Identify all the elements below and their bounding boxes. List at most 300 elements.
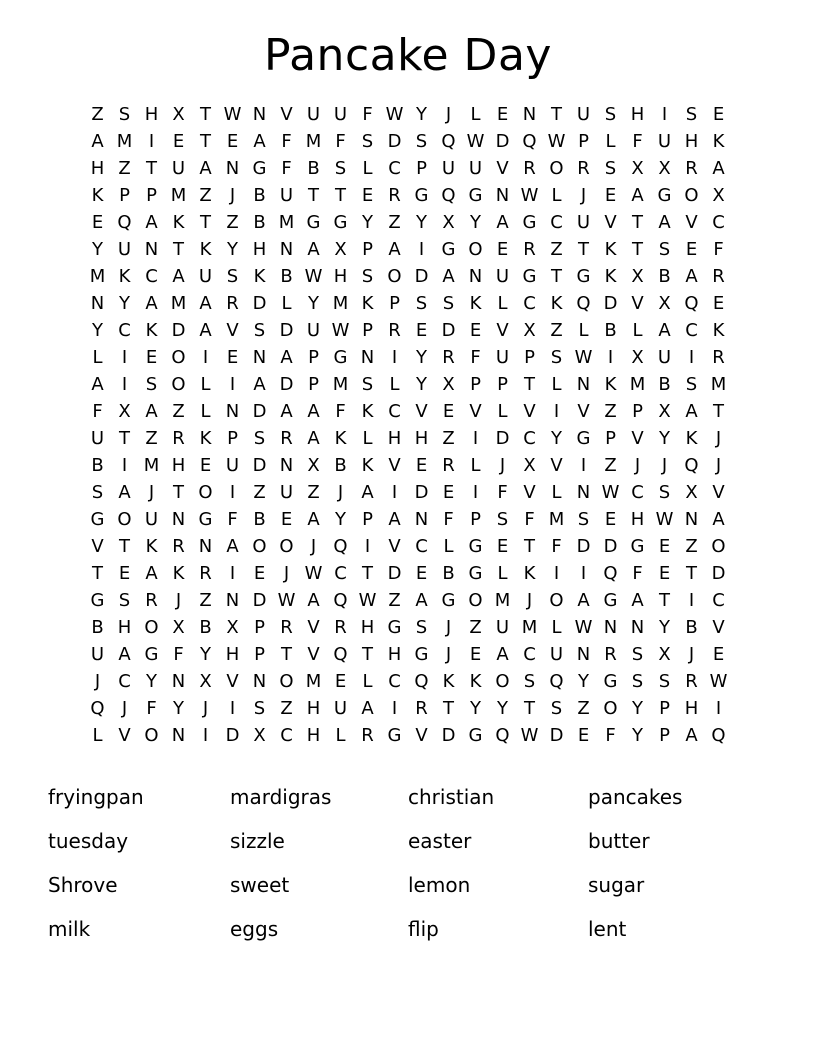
- grid-cell: O: [684, 184, 699, 206]
- grid-cell: L: [605, 130, 616, 152]
- grid-cell: R: [712, 346, 725, 368]
- grid-cell: W: [358, 589, 377, 611]
- grid-cell: T: [281, 643, 292, 665]
- grid-cell: H: [387, 427, 402, 449]
- grid-cell: H: [684, 697, 699, 719]
- grid-cell: N: [225, 400, 240, 422]
- grid-cell: Z: [604, 400, 617, 422]
- grid-cell: V: [550, 454, 563, 476]
- word-search-grid: [84, 101, 732, 749]
- grid-cell: F: [632, 562, 643, 584]
- grid-cell: K: [199, 427, 212, 449]
- grid-cell: P: [659, 724, 670, 746]
- grid-cell: V: [388, 454, 401, 476]
- grid-cell: A: [361, 697, 374, 719]
- grid-cell: Q: [333, 589, 348, 611]
- grid-cell: S: [145, 373, 158, 395]
- grid-cell: E: [118, 562, 131, 584]
- grid-cell: I: [229, 373, 236, 395]
- grid-cell: L: [200, 373, 211, 395]
- grid-cell: T: [443, 697, 454, 719]
- grid-cell: K: [712, 319, 725, 341]
- grid-cell: B: [658, 373, 671, 395]
- grid-cell: E: [496, 535, 509, 557]
- grid-cell: M: [332, 373, 349, 395]
- grid-cell: P: [578, 130, 589, 152]
- grid-cell: H: [414, 427, 429, 449]
- grid-cell: V: [415, 724, 428, 746]
- grid-cell: I: [607, 346, 614, 368]
- grid-cell: N: [360, 346, 375, 368]
- grid-cell: X: [172, 616, 185, 638]
- grid-cell: S: [361, 265, 374, 287]
- grid-cell: C: [334, 562, 347, 584]
- grid-cell: U: [117, 238, 132, 260]
- grid-cell: N: [279, 454, 294, 476]
- grid-cell: L: [92, 346, 103, 368]
- word-list-item: Shrove: [48, 873, 118, 898]
- grid-cell: F: [335, 130, 346, 152]
- grid-cell: S: [658, 481, 671, 503]
- grid-cell: O: [549, 589, 564, 611]
- grid-cell: N: [495, 184, 510, 206]
- grid-cell: P: [308, 346, 319, 368]
- grid-cell: G: [468, 724, 483, 746]
- grid-cell: U: [495, 265, 510, 287]
- grid-cell: I: [148, 130, 155, 152]
- grid-cell: X: [523, 319, 536, 341]
- grid-cell: O: [387, 265, 402, 287]
- word-list-item: mardigras: [230, 785, 332, 810]
- grid-cell: Z: [685, 535, 698, 557]
- grid-cell: U: [549, 643, 564, 665]
- grid-cell: W: [547, 130, 566, 152]
- grid-cell: A: [91, 373, 104, 395]
- grid-cell: X: [658, 157, 671, 179]
- grid-cell: K: [604, 265, 617, 287]
- grid-cell: B: [253, 211, 266, 233]
- grid-cell: F: [335, 400, 346, 422]
- grid-cell: P: [632, 400, 643, 422]
- word-list-item: flip: [408, 917, 439, 942]
- grid-cell: G: [90, 589, 105, 611]
- grid-cell: D: [603, 535, 618, 557]
- grid-cell: S: [496, 508, 509, 530]
- grid-cell: J: [445, 103, 452, 125]
- grid-cell: K: [469, 670, 482, 692]
- grid-cell: B: [91, 616, 104, 638]
- grid-cell: X: [118, 400, 131, 422]
- grid-cell: E: [469, 319, 482, 341]
- grid-cell: G: [468, 562, 483, 584]
- grid-cell: T: [659, 589, 670, 611]
- grid-cell: I: [229, 562, 236, 584]
- grid-cell: V: [523, 481, 536, 503]
- grid-cell: S: [442, 292, 455, 314]
- grid-cell: L: [362, 670, 373, 692]
- grid-cell: Y: [497, 697, 508, 719]
- grid-cell: S: [658, 670, 671, 692]
- word-list: [48, 775, 816, 951]
- grid-cell: S: [118, 589, 131, 611]
- grid-cell: Y: [416, 346, 427, 368]
- grid-cell: P: [416, 157, 427, 179]
- grid-cell: R: [685, 157, 698, 179]
- grid-cell: A: [658, 319, 671, 341]
- grid-cell: R: [388, 184, 401, 206]
- grid-cell: F: [470, 346, 481, 368]
- grid-cell: K: [145, 319, 158, 341]
- grid-cell: J: [283, 562, 290, 584]
- grid-cell: Z: [280, 697, 293, 719]
- grid-cell: K: [361, 454, 374, 476]
- grid-cell: M: [629, 373, 646, 395]
- grid-cell: L: [470, 454, 481, 476]
- grid-cell: T: [551, 265, 562, 287]
- grid-cell: M: [710, 373, 727, 395]
- grid-cell: G: [387, 724, 402, 746]
- grid-cell: B: [253, 184, 266, 206]
- grid-cell: L: [551, 184, 562, 206]
- grid-cell: M: [143, 454, 160, 476]
- grid-cell: M: [494, 589, 511, 611]
- grid-cell: Q: [495, 724, 510, 746]
- grid-cell: L: [281, 292, 292, 314]
- grid-cell: L: [551, 481, 562, 503]
- grid-cell: Y: [173, 697, 184, 719]
- grid-cell: U: [333, 697, 348, 719]
- grid-cell: K: [604, 373, 617, 395]
- grid-cell: I: [715, 697, 722, 719]
- grid-cell: S: [253, 319, 266, 341]
- grid-cell: C: [388, 400, 401, 422]
- grid-cell: D: [225, 724, 240, 746]
- grid-cell: W: [331, 319, 350, 341]
- grid-cell: B: [658, 265, 671, 287]
- grid-cell: G: [441, 589, 456, 611]
- grid-cell: S: [577, 508, 590, 530]
- grid-cell: W: [304, 562, 323, 584]
- grid-cell: N: [90, 292, 105, 314]
- grid-cell: Z: [199, 589, 212, 611]
- grid-cell: F: [443, 508, 454, 530]
- grid-cell: Q: [90, 697, 105, 719]
- grid-cell: Q: [684, 292, 699, 314]
- grid-cell: Z: [442, 427, 455, 449]
- grid-cell: A: [307, 238, 320, 260]
- grid-cell: A: [631, 184, 644, 206]
- grid-cell: L: [497, 400, 508, 422]
- grid-cell: P: [254, 616, 265, 638]
- grid-cell: S: [334, 157, 347, 179]
- grid-cell: E: [604, 508, 617, 530]
- grid-cell: G: [90, 508, 105, 530]
- grid-cell: Z: [307, 481, 320, 503]
- grid-cell: E: [172, 130, 185, 152]
- grid-cell: I: [202, 346, 209, 368]
- grid-cell: N: [630, 616, 645, 638]
- grid-cell: B: [280, 265, 293, 287]
- grid-cell: H: [306, 697, 321, 719]
- grid-cell: E: [199, 454, 212, 476]
- grid-cell: G: [333, 211, 348, 233]
- grid-cell: N: [171, 670, 186, 692]
- grid-cell: N: [576, 643, 591, 665]
- grid-cell: D: [252, 454, 267, 476]
- grid-cell: S: [415, 292, 428, 314]
- grid-cell: E: [496, 103, 509, 125]
- grid-cell: W: [601, 481, 620, 503]
- grid-cell: U: [198, 265, 213, 287]
- grid-cell: X: [523, 454, 536, 476]
- grid-cell: G: [630, 535, 645, 557]
- grid-cell: I: [418, 238, 425, 260]
- grid-cell: E: [415, 562, 428, 584]
- grid-cell: Y: [416, 373, 427, 395]
- grid-cell: F: [632, 130, 643, 152]
- grid-cell: T: [92, 562, 103, 584]
- grid-cell: M: [548, 508, 565, 530]
- grid-cell: E: [712, 292, 725, 314]
- grid-cell: G: [522, 265, 537, 287]
- grid-cell: V: [226, 670, 239, 692]
- grid-cell: U: [306, 319, 321, 341]
- grid-cell: T: [173, 238, 184, 260]
- grid-cell: X: [172, 103, 185, 125]
- grid-cell: A: [658, 211, 671, 233]
- grid-cell: J: [688, 643, 695, 665]
- grid-cell: E: [280, 508, 293, 530]
- grid-cell: H: [117, 616, 132, 638]
- grid-cell: E: [496, 238, 509, 260]
- grid-cell: Y: [470, 697, 481, 719]
- grid-cell: X: [658, 643, 671, 665]
- grid-cell: N: [225, 157, 240, 179]
- grid-cell: K: [550, 292, 563, 314]
- grid-cell: Q: [711, 724, 726, 746]
- grid-cell: F: [281, 130, 292, 152]
- grid-cell: P: [362, 319, 373, 341]
- grid-cell: R: [226, 292, 239, 314]
- grid-cell: L: [362, 427, 373, 449]
- grid-cell: O: [144, 724, 159, 746]
- word-list-item: butter: [588, 829, 650, 854]
- grid-cell: O: [279, 670, 294, 692]
- grid-cell: L: [335, 724, 346, 746]
- grid-cell: O: [468, 238, 483, 260]
- grid-cell: J: [715, 454, 722, 476]
- grid-cell: P: [308, 373, 319, 395]
- grid-cell: X: [307, 454, 320, 476]
- grid-cell: Z: [145, 427, 158, 449]
- grid-cell: K: [523, 562, 536, 584]
- grid-cell: N: [171, 508, 186, 530]
- grid-cell: U: [468, 157, 483, 179]
- grid-cell: H: [630, 103, 645, 125]
- grid-cell: B: [199, 616, 212, 638]
- grid-cell: X: [226, 616, 239, 638]
- grid-cell: F: [497, 481, 508, 503]
- grid-cell: W: [520, 724, 539, 746]
- grid-cell: T: [173, 481, 184, 503]
- grid-cell: A: [145, 211, 158, 233]
- grid-cell: B: [442, 562, 455, 584]
- grid-cell: W: [223, 103, 242, 125]
- grid-cell: V: [388, 535, 401, 557]
- grid-cell: C: [550, 211, 563, 233]
- grid-cell: E: [145, 346, 158, 368]
- word-list-item: eggs: [230, 917, 279, 942]
- grid-cell: G: [468, 535, 483, 557]
- grid-cell: Z: [253, 481, 266, 503]
- grid-cell: I: [391, 346, 398, 368]
- grid-cell: G: [603, 589, 618, 611]
- grid-cell: A: [496, 643, 509, 665]
- grid-cell: W: [277, 589, 296, 611]
- grid-cell: X: [631, 346, 644, 368]
- grid-cell: N: [252, 346, 267, 368]
- grid-cell: U: [576, 103, 591, 125]
- grid-cell: Y: [416, 103, 427, 125]
- grid-cell: L: [632, 319, 643, 341]
- grid-cell: K: [361, 292, 374, 314]
- grid-cell: E: [334, 670, 347, 692]
- grid-cell: U: [225, 454, 240, 476]
- grid-cell: R: [199, 562, 212, 584]
- grid-cell: Z: [604, 454, 617, 476]
- grid-cell: T: [200, 130, 211, 152]
- grid-cell: L: [497, 562, 508, 584]
- grid-cell: Y: [92, 319, 103, 341]
- grid-cell: J: [310, 535, 317, 557]
- grid-cell: G: [414, 643, 429, 665]
- grid-cell: P: [362, 508, 373, 530]
- grid-cell: T: [200, 103, 211, 125]
- grid-cell: C: [415, 535, 428, 557]
- grid-cell: S: [631, 643, 644, 665]
- grid-cell: U: [657, 130, 672, 152]
- grid-cell: K: [361, 400, 374, 422]
- grid-cell: J: [445, 616, 452, 638]
- page-title: Pancake Day: [264, 30, 552, 81]
- grid-cell: N: [576, 481, 591, 503]
- grid-cell: E: [91, 211, 104, 233]
- grid-cell: N: [252, 103, 267, 125]
- grid-cell: K: [172, 562, 185, 584]
- grid-cell: I: [391, 697, 398, 719]
- grid-cell: K: [118, 265, 131, 287]
- grid-cell: T: [524, 697, 535, 719]
- grid-cell: O: [252, 535, 267, 557]
- grid-cell: Z: [388, 589, 401, 611]
- grid-cell: U: [576, 211, 591, 233]
- grid-cell: L: [200, 400, 211, 422]
- grid-cell: S: [523, 670, 536, 692]
- grid-cell: H: [630, 508, 645, 530]
- grid-cell: K: [712, 130, 725, 152]
- grid-cell: W: [709, 670, 728, 692]
- grid-cell: Y: [335, 508, 346, 530]
- grid-cell: Y: [470, 211, 481, 233]
- grid-cell: N: [684, 508, 699, 530]
- grid-cell: D: [576, 535, 591, 557]
- grid-cell: I: [121, 454, 128, 476]
- grid-cell: D: [495, 427, 510, 449]
- grid-cell: P: [119, 184, 130, 206]
- grid-cell: F: [524, 508, 535, 530]
- grid-cell: T: [632, 211, 643, 233]
- grid-cell: X: [658, 400, 671, 422]
- grid-cell: Q: [576, 292, 591, 314]
- grid-cell: V: [523, 400, 536, 422]
- grid-cell: C: [712, 589, 725, 611]
- word-list-item: tuesday: [48, 829, 129, 854]
- grid-cell: Z: [469, 616, 482, 638]
- grid-cell: F: [146, 697, 157, 719]
- grid-cell: A: [685, 400, 698, 422]
- grid-cell: C: [280, 724, 293, 746]
- grid-cell: K: [685, 427, 698, 449]
- grid-cell: R: [604, 643, 617, 665]
- grid-cell: G: [657, 184, 672, 206]
- grid-cell: V: [415, 400, 428, 422]
- grid-cell: F: [605, 724, 616, 746]
- grid-cell: X: [658, 292, 671, 314]
- grid-cell: Z: [577, 697, 590, 719]
- grid-cell: T: [713, 400, 724, 422]
- grid-cell: A: [91, 130, 104, 152]
- grid-cell: T: [524, 373, 535, 395]
- grid-cell: P: [146, 184, 157, 206]
- grid-cell: U: [90, 643, 105, 665]
- grid-cell: S: [415, 130, 428, 152]
- grid-cell: K: [199, 238, 212, 260]
- grid-cell: N: [603, 616, 618, 638]
- grid-cell: G: [252, 157, 267, 179]
- grid-cell: D: [279, 373, 294, 395]
- grid-cell: D: [414, 265, 429, 287]
- word-list-item: easter: [408, 829, 472, 854]
- grid-cell: L: [497, 292, 508, 314]
- grid-cell: P: [524, 346, 535, 368]
- grid-cell: G: [333, 346, 348, 368]
- grid-cell: I: [229, 481, 236, 503]
- grid-cell: U: [279, 481, 294, 503]
- word-list-item: sizzle: [230, 829, 285, 854]
- grid-cell: Y: [146, 670, 157, 692]
- grid-cell: I: [391, 481, 398, 503]
- grid-cell: E: [469, 643, 482, 665]
- grid-cell: S: [631, 670, 644, 692]
- grid-cell: Y: [659, 616, 670, 638]
- grid-cell: D: [603, 292, 618, 314]
- grid-cell: B: [307, 157, 320, 179]
- grid-cell: G: [576, 265, 591, 287]
- grid-cell: Q: [441, 130, 456, 152]
- grid-cell: J: [148, 481, 155, 503]
- grid-cell: D: [441, 319, 456, 341]
- grid-cell: X: [712, 184, 725, 206]
- grid-cell: H: [225, 643, 240, 665]
- grid-cell: J: [445, 643, 452, 665]
- grid-cell: H: [387, 643, 402, 665]
- grid-cell: H: [333, 265, 348, 287]
- grid-cell: R: [685, 670, 698, 692]
- grid-cell: R: [442, 346, 455, 368]
- grid-cell: I: [688, 589, 695, 611]
- grid-cell: I: [472, 481, 479, 503]
- grid-cell: A: [280, 346, 293, 368]
